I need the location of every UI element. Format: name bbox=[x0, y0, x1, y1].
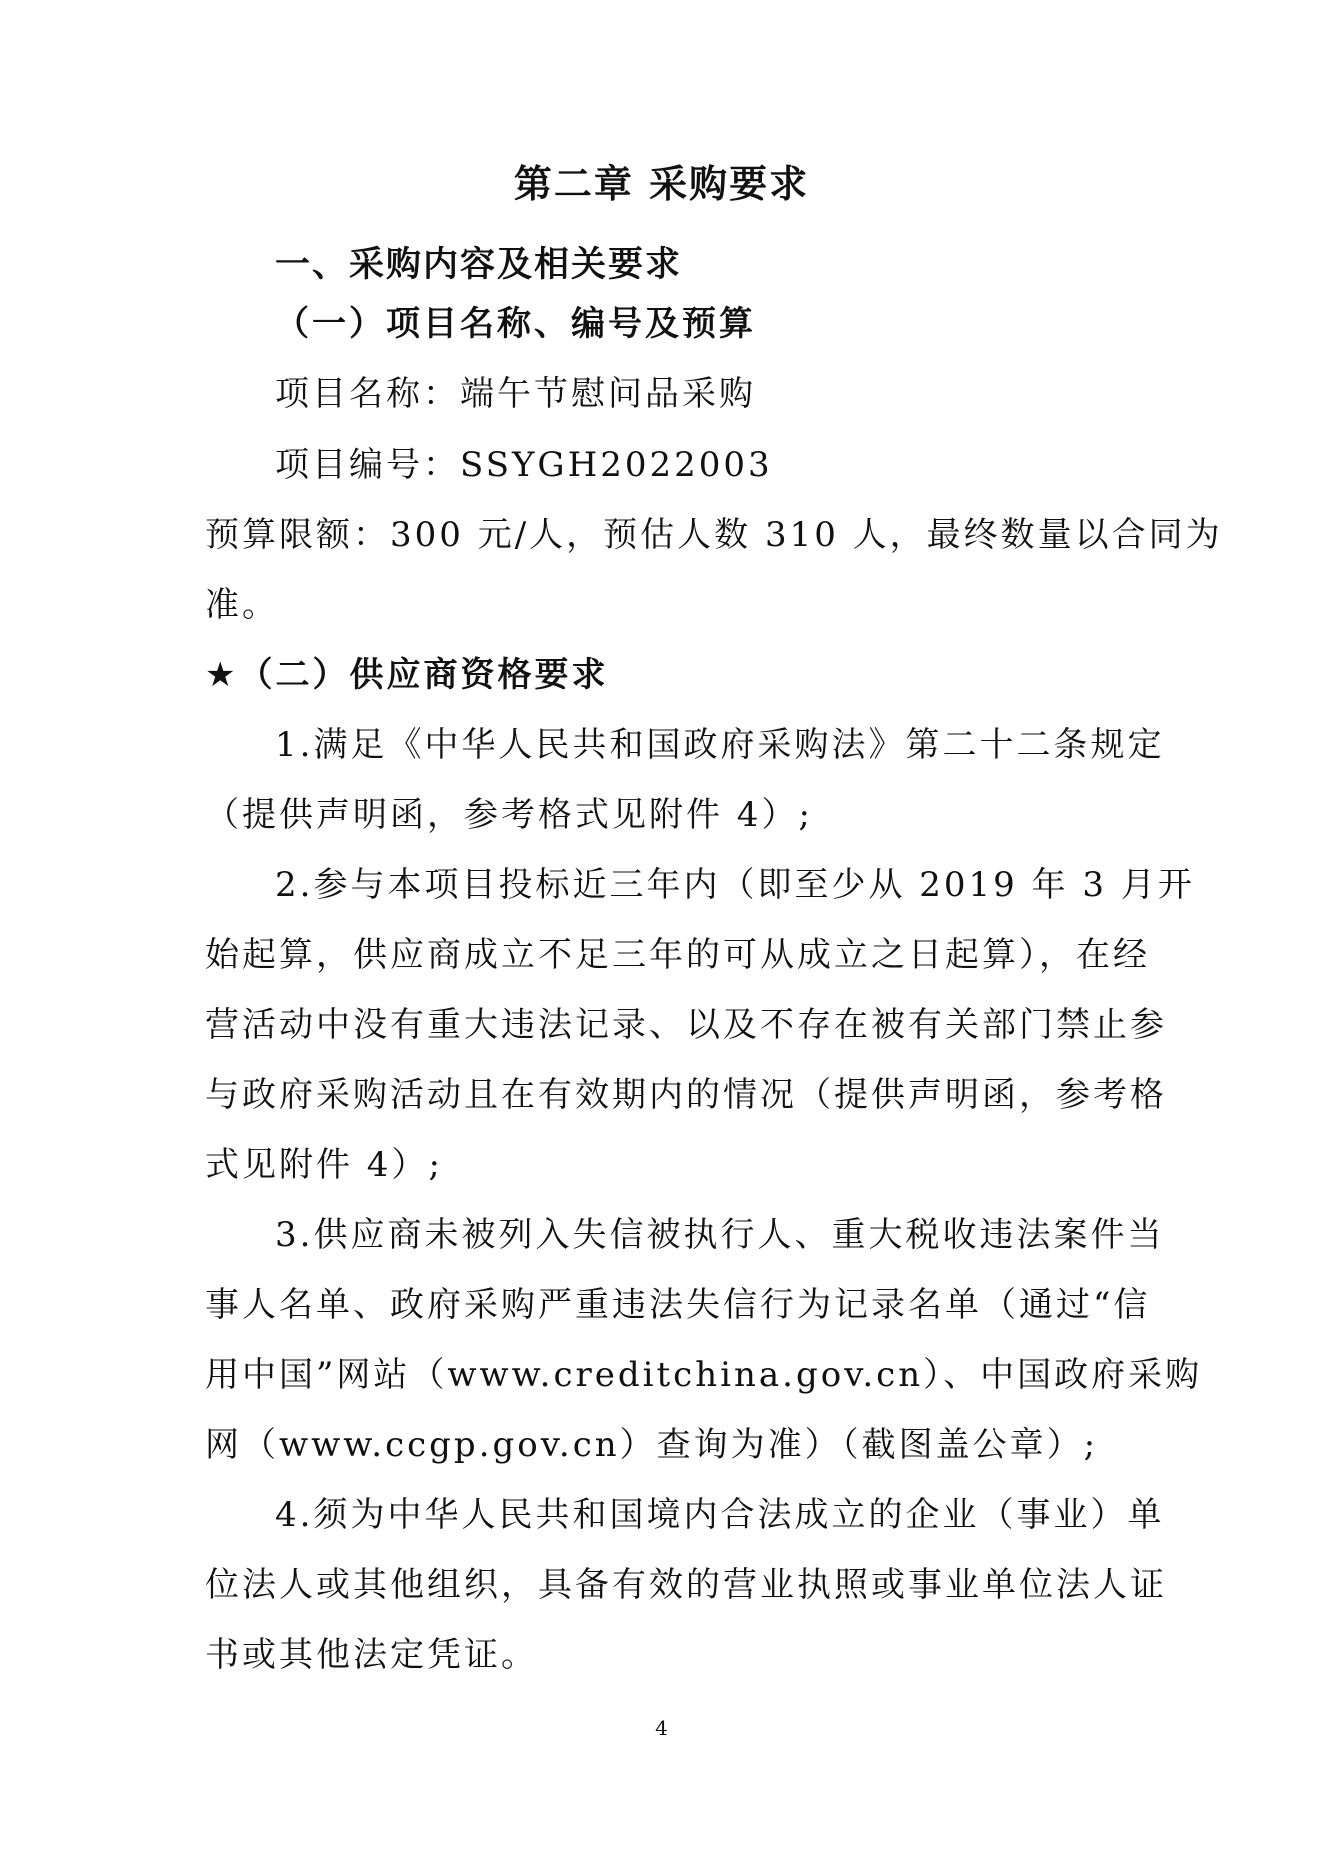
section-heading: 一、采购内容及相关要求 bbox=[275, 245, 683, 285]
project-name: 项目名称：端午节慰问品采购 bbox=[275, 374, 756, 414]
qualification-item-2: 与政府采购活动且在有效期内的情况（提供声明函，参考格 bbox=[205, 1075, 1167, 1115]
qualification-item-2: 2.参与本项目投标近三年内（即至少从 2019 年 3 月开 bbox=[275, 865, 1195, 905]
subsection-heading-project: （一）项目名称、编号及预算 bbox=[275, 304, 756, 344]
subsection-heading-qualification: ★（二）供应商资格要求 bbox=[205, 655, 609, 695]
qualification-item-1: （提供声明函，参考格式见附件 4）; bbox=[205, 795, 813, 835]
qualification-item-1: 1.满足《中华人民共和国政府采购法》第二十二条规定 bbox=[275, 725, 1165, 765]
page-number: 4 bbox=[655, 1716, 668, 1740]
qualification-item-3: 用中国”网站（www.creditchina.gov.cn）、中国政府采购 bbox=[205, 1355, 1203, 1395]
qualification-item-4: 位法人或其他组织，具备有效的营业执照或事业单位法人证 bbox=[205, 1565, 1167, 1605]
qualification-item-2: 始起算，供应商成立不足三年的可从成立之日起算），在经 bbox=[205, 935, 1150, 975]
qualification-item-2: 营活动中没有重大违法记录、以及不存在被有关部门禁止参 bbox=[205, 1005, 1167, 1045]
budget-line: 预算限额：300 元/人，预估人数 310 人，最终数量以合同为 bbox=[205, 515, 1223, 555]
qualification-item-4: 4.须为中华人民共和国境内合法成立的企业（事业）单 bbox=[275, 1495, 1165, 1535]
project-number: 项目编号：SSYGH2022003 bbox=[275, 445, 773, 485]
qualification-item-3: 网（www.ccgp.gov.cn）查询为准）（截图盖公章）; bbox=[205, 1425, 1099, 1465]
qualification-item-3: 事人名单、政府采购严重违法失信行为记录名单（通过“信 bbox=[205, 1285, 1151, 1325]
chapter-title: 第二章 采购要求 bbox=[513, 162, 810, 206]
qualification-item-2: 式见附件 4）; bbox=[205, 1145, 443, 1185]
qualification-item-3: 3.供应商未被列入失信被执行人、重大税收违法案件当 bbox=[275, 1215, 1165, 1255]
budget-line: 准。 bbox=[205, 585, 279, 625]
qualification-item-4: 书或其他法定凭证。 bbox=[205, 1635, 538, 1675]
